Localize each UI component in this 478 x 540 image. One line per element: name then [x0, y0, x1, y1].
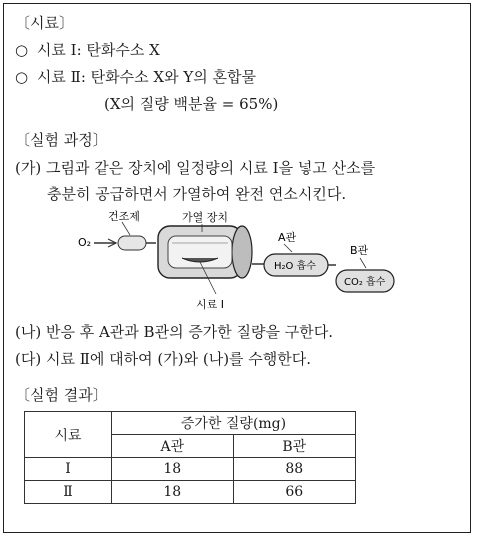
sample-note: (X의 질량 백분율 = 65%) — [104, 95, 279, 113]
sample-cell: Ⅰ — [25, 458, 112, 481]
heater-end-cap — [232, 226, 252, 278]
step-ga-line1: (가) 그림과 같은 장치에 일정량의 시료 Ⅰ을 넣고 산소를 — [15, 159, 376, 177]
mass-a-cell: 18 — [112, 481, 234, 504]
dryer-tube — [118, 236, 146, 250]
tube-b-label: B관 — [350, 244, 369, 257]
sample-label: 시료 Ⅰ — [196, 298, 224, 311]
row-header-cell: 시료 — [25, 412, 112, 458]
heater-label: 가열 장치 — [182, 211, 229, 224]
sample-item-label: 시료 Ⅱ — [36, 68, 81, 86]
sample-item-2 — [15, 67, 256, 87]
bullet-circle-icon: ○ — [15, 68, 29, 86]
mass-b-cell: 88 — [233, 458, 355, 481]
tube-b-content: CO₂ 흡수 — [344, 277, 386, 288]
sample-item-sep: : — [76, 41, 82, 59]
table-row — [25, 458, 356, 481]
step-da: (다) 시료 Ⅱ에 대하여 (가)와 (나)를 수행한다. — [15, 350, 312, 368]
tube-a-content: H₂O 흡수 — [274, 261, 316, 272]
step-na: (나) 반응 후 A관과 B관의 증가한 질량을 구한다. — [15, 323, 334, 341]
sample-cell: Ⅱ — [25, 481, 112, 504]
col-header-a: A관 — [112, 435, 234, 458]
o2-label: O₂ — [78, 236, 92, 249]
step-ga-line2: 충분히 공급하면서 가열하여 완전 연소시킨다. — [47, 185, 347, 203]
results-table — [24, 411, 356, 504]
col-header-b: B관 — [233, 435, 355, 458]
combustion-tube — [168, 236, 232, 268]
combustion-apparatus-diagram — [78, 208, 398, 316]
table-header-row — [25, 412, 356, 435]
mass-a-cell: 18 — [112, 458, 234, 481]
sample-item-label: 시료 Ⅰ — [36, 41, 77, 59]
group-header-cell: 증가한 질량(mg) — [112, 412, 356, 435]
bullet-circle-icon: ○ — [15, 41, 29, 59]
procedure-heading: 〔실험 과정〕 — [15, 131, 108, 149]
sample-item-desc: 탄화수소 X — [86, 41, 160, 59]
sample-heading: 〔시료〕 — [15, 14, 74, 32]
sample-item-1 — [15, 40, 160, 60]
mass-b-cell: 66 — [233, 481, 355, 504]
sample-item-sep: : — [80, 68, 86, 86]
tube-a-label: A관 — [278, 231, 297, 244]
sample-item-desc: 탄화수소 X와 Y의 혼합물 — [90, 68, 256, 86]
tube-a-leader — [284, 244, 292, 252]
tube-b-leader — [360, 258, 366, 268]
dryer-label: 건조제 — [108, 210, 140, 223]
dryer-leader — [122, 222, 130, 235]
results-heading: 〔실험 결과〕 — [15, 386, 108, 404]
table-row — [25, 481, 356, 504]
